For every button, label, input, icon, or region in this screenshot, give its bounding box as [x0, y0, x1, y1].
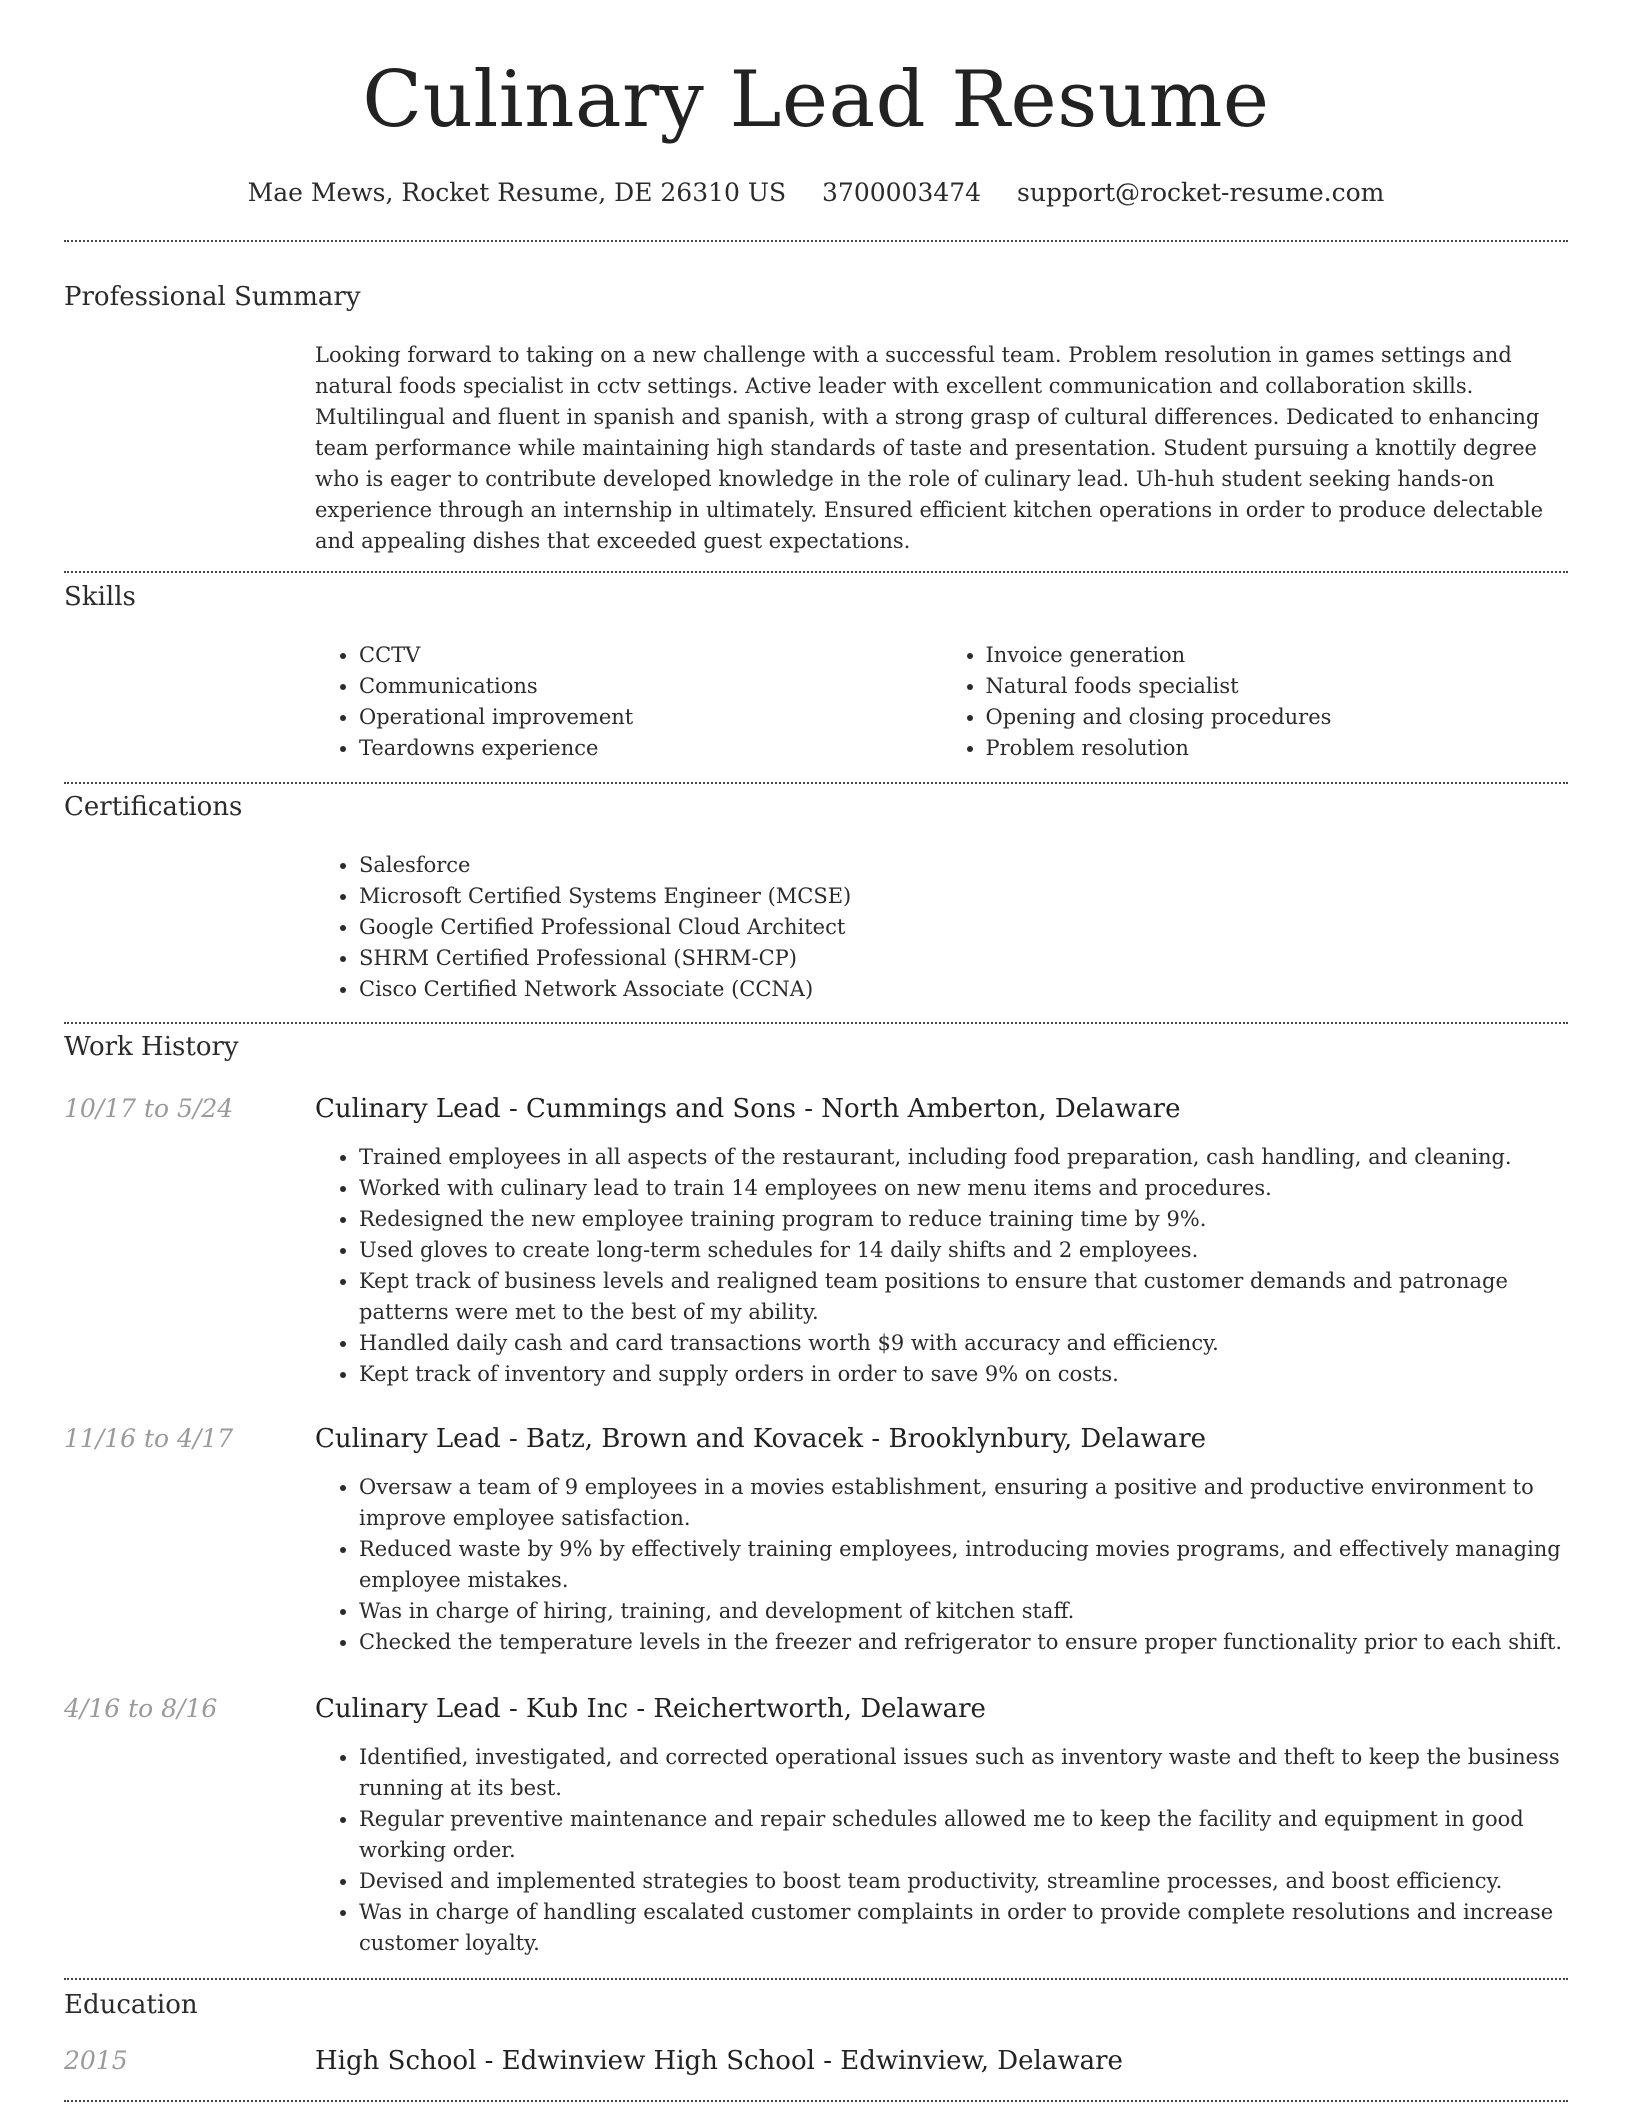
divider — [64, 2100, 1568, 2102]
skills-list-right — [942, 640, 1569, 764]
skills-grid — [315, 640, 1568, 764]
list-item: • Natural foods specialist — [986, 671, 1569, 702]
job-title: Culinary Lead - Kub Inc - Reichertworth, Delaware — [315, 1694, 986, 1724]
list-item: • Redesigned the new employee training program to reduce training time by 9%. — [359, 1204, 1568, 1235]
work-history-heading: Work History — [64, 1032, 239, 1062]
job-title: Culinary Lead - Cummings and Sons - North Amberton, Delaware — [315, 1094, 1181, 1124]
list-item: • Operational improvement — [359, 702, 942, 733]
contact-address: Mae Mews, Rocket Resume, DE 26310 US — [247, 178, 787, 207]
job-date: 11/16 to 4/17 — [64, 1424, 234, 1453]
divider — [64, 571, 1568, 573]
list-item: • Salesforce — [359, 850, 1568, 881]
list-item: • SHRM Certified Professional (SHRM-CP) — [359, 943, 1568, 974]
certifications-heading: Certifications — [64, 792, 243, 822]
resume-title: Culinary Lead Resume — [362, 55, 1270, 145]
summary-heading: Professional Summary — [64, 282, 361, 312]
divider — [64, 240, 1568, 242]
job-bullets — [315, 1742, 1568, 1959]
job-bullets — [315, 1472, 1568, 1658]
contact-phone: 3700003474 — [822, 178, 982, 207]
job-bullets — [315, 1142, 1568, 1390]
divider — [64, 782, 1568, 784]
certifications-content — [315, 850, 1568, 1005]
list-item: • Was in charge of hiring, training, and development of kitchen staff. — [359, 1596, 1568, 1627]
list-item: • Identified, investigated, and corrected operational issues such as inventory waste and theft to keep the business running at its best. — [359, 1742, 1568, 1804]
list-item: • Trained employees in all aspects of the restaurant, including food preparation, cash handling, and cleaning. — [359, 1142, 1568, 1173]
summary-text: Looking forward to taking on a new challenge with a successful team. Problem resolution in games settings and natural foods specialist in cctv settings. Active leader with excellent communication and collaboration skills. Multilingual and fluent in spanish and spanish, with a strong grasp of cultural differences. Dedicated to enhancing team performance while maintaining high standards of taste and presentation. Student pursuing a knottily degree who is eager to contribute developed knowledge in the role of culinary lead. Uh-huh student seeking hands-on experience through an internship in ultimately. Ensured efficient kitchen operations in order to produce delectable and appealing dishes that exceeded guest expectations. — [315, 343, 1544, 553]
list-item: • CCTV — [359, 640, 942, 671]
skills-heading: Skills — [64, 582, 136, 612]
skills-content — [315, 640, 1568, 764]
job-title: Culinary Lead - Batz, Brown and Kovacek - Brooklynbury, Delaware — [315, 1424, 1207, 1454]
education-year: 2015 — [64, 2046, 128, 2075]
resume-page — [64, 0, 1568, 2076]
list-item: • Problem resolution — [986, 733, 1569, 764]
contact-line — [64, 176, 1568, 210]
education-title: High School - Edwinview High School - Edwinview, Delaware — [315, 2046, 1123, 2076]
list-item: • Was in charge of handling escalated customer complaints in order to provide complete resolutions and increase customer loyalty. — [359, 1897, 1568, 1959]
certifications-list — [315, 850, 1568, 1005]
list-item: • Oversaw a team of 9 employees in a movies establishment, ensuring a positive and productive environment to improve employee satisfaction. — [359, 1472, 1568, 1534]
education-heading: Education — [64, 1990, 198, 2020]
list-item: • Checked the temperature levels in the freezer and refrigerator to ensure proper functionality prior to each shift. — [359, 1627, 1568, 1658]
skills-list-left — [315, 640, 942, 764]
list-item: • Teardowns experience — [359, 733, 942, 764]
list-item: • Invoice generation — [986, 640, 1569, 671]
list-item: • Regular preventive maintenance and repair schedules allowed me to keep the facility and equipment in good working order. — [359, 1804, 1568, 1866]
list-item: • Communications — [359, 671, 942, 702]
job-date: 10/17 to 5/24 — [64, 1094, 234, 1123]
list-item: • Cisco Certified Network Associate (CCNA) — [359, 974, 1568, 1005]
divider — [64, 1022, 1568, 1024]
list-item: • Opening and closing procedures — [986, 702, 1569, 733]
list-item: • Kept track of business levels and realigned team positions to ensure that customer demands and patronage patterns were met to the best of my ability. — [359, 1266, 1568, 1328]
job-date: 4/16 to 8/16 — [64, 1694, 218, 1723]
contact-email: support@rocket-resume.com — [1017, 178, 1385, 207]
list-item: • Devised and implemented strategies to boost team productivity, streamline processes, and boost efficiency. — [359, 1866, 1568, 1897]
list-item: • Handled daily cash and card transactions worth $9 with accuracy and efficiency. — [359, 1328, 1568, 1359]
list-item: • Microsoft Certified Systems Engineer (MCSE) — [359, 881, 1568, 912]
list-item: • Used gloves to create long-term schedules for 14 daily shifts and 2 employees. — [359, 1235, 1568, 1266]
divider — [64, 1978, 1568, 1980]
list-item: • Google Certified Professional Cloud Architect — [359, 912, 1568, 943]
list-item: • Reduced waste by 9% by effectively training employees, introducing movies programs, and effectively managing employee mistakes. — [359, 1534, 1568, 1596]
list-item: • Worked with culinary lead to train 14 employees on new menu items and procedures. — [359, 1173, 1568, 1204]
list-item: • Kept track of inventory and supply orders in order to save 9% on costs. — [359, 1359, 1568, 1390]
summary-content — [315, 340, 1568, 557]
